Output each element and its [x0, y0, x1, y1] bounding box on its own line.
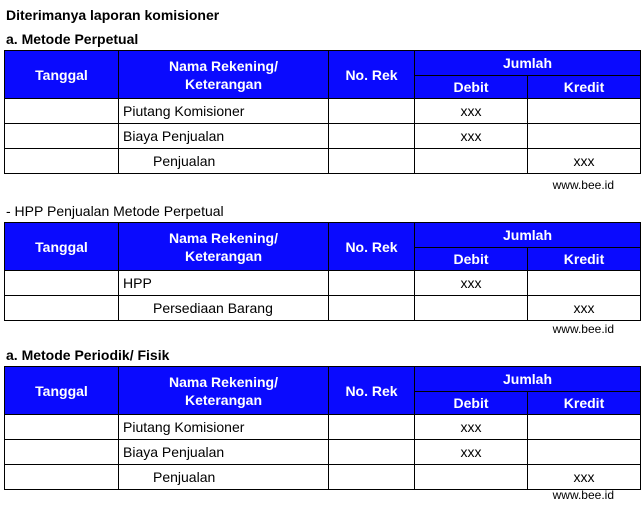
- cell-no-rek: [329, 271, 415, 296]
- cell-debit: xxx: [415, 124, 528, 149]
- table-row: [5, 271, 641, 296]
- cell-tanggal: [5, 465, 119, 490]
- header-tanggal: Tanggal: [5, 223, 119, 271]
- header-nama-rekening: [119, 51, 329, 99]
- header-kredit: Kredit: [528, 76, 641, 99]
- cell-tanggal: [5, 415, 119, 440]
- header-debit: Debit: [415, 248, 528, 271]
- cell-kredit: [528, 271, 641, 296]
- watermark-text: www.bee.id: [552, 178, 614, 192]
- cell-tanggal: [5, 124, 119, 149]
- cell-account: Piutang Komisioner: [119, 415, 329, 440]
- header-debit: Debit: [415, 392, 528, 415]
- header-nama-line2: Keterangan: [184, 247, 263, 264]
- header-jumlah: Jumlah: [415, 223, 641, 248]
- header-no-rek: No. Rek: [329, 223, 415, 271]
- header-kredit: Kredit: [528, 392, 641, 415]
- journal-table-hpp: [4, 222, 641, 321]
- header-nama-line1: Nama Rekening/: [169, 57, 278, 74]
- section-heading-hpp: - HPP Penjualan Metode Perpetual: [6, 203, 224, 219]
- page-title: Diterimanya laporan komisioner: [6, 7, 220, 23]
- header-tanggal: Tanggal: [5, 367, 119, 415]
- cell-no-rek: [329, 124, 415, 149]
- cell-debit: xxx: [415, 415, 528, 440]
- cell-tanggal: [5, 271, 119, 296]
- header-jumlah: Jumlah: [415, 367, 641, 392]
- header-nama-line2: Keterangan: [184, 391, 263, 408]
- cell-account: Persediaan Barang: [119, 296, 329, 321]
- cell-kredit: [528, 124, 641, 149]
- cell-account: Piutang Komisioner: [119, 99, 329, 124]
- cell-kredit: xxx: [528, 465, 641, 490]
- cell-no-rek: [329, 440, 415, 465]
- cell-account: HPP: [119, 271, 329, 296]
- cell-no-rek: [329, 465, 415, 490]
- cell-tanggal: [5, 440, 119, 465]
- cell-tanggal: [5, 296, 119, 321]
- cell-account: Penjualan: [119, 149, 329, 174]
- header-nama-line2: Keterangan: [184, 75, 263, 92]
- table-row: [5, 296, 641, 321]
- cell-kredit: [528, 99, 641, 124]
- table-row: [5, 149, 641, 174]
- cell-no-rek: [329, 296, 415, 321]
- table-row: [5, 465, 641, 490]
- cell-kredit: xxx: [528, 149, 641, 174]
- header-nama-line1: Nama Rekening/: [169, 373, 278, 390]
- header-nama-rekening: [119, 367, 329, 415]
- header-nama-line1: Nama Rekening/: [169, 229, 278, 246]
- cell-debit: [415, 465, 528, 490]
- cell-debit: xxx: [415, 99, 528, 124]
- cell-account: Penjualan: [119, 465, 329, 490]
- header-no-rek: No. Rek: [329, 367, 415, 415]
- cell-debit: [415, 149, 528, 174]
- cell-no-rek: [329, 415, 415, 440]
- section-heading-periodik: a. Metode Periodik/ Fisik: [6, 347, 170, 363]
- watermark-text: www.bee.id: [552, 488, 614, 502]
- table-row: [5, 99, 641, 124]
- watermark-text: www.bee.id: [552, 322, 614, 336]
- cell-debit: xxx: [415, 440, 528, 465]
- cell-tanggal: [5, 149, 119, 174]
- cell-account: Biaya Penjualan: [119, 124, 329, 149]
- cell-no-rek: [329, 149, 415, 174]
- header-debit: Debit: [415, 76, 528, 99]
- header-kredit: Kredit: [528, 248, 641, 271]
- journal-table-perpetual: [4, 50, 641, 174]
- header-jumlah: Jumlah: [415, 51, 641, 76]
- journal-table-periodik: [4, 366, 641, 490]
- header-no-rek: No. Rek: [329, 51, 415, 99]
- cell-no-rek: [329, 99, 415, 124]
- cell-kredit: [528, 440, 641, 465]
- table-row: [5, 415, 641, 440]
- table-row: [5, 440, 641, 465]
- cell-debit: xxx: [415, 271, 528, 296]
- cell-kredit: [528, 415, 641, 440]
- table-row: [5, 124, 641, 149]
- header-nama-rekening: [119, 223, 329, 271]
- cell-debit: [415, 296, 528, 321]
- section-heading-perpetual: a. Metode Perpetual: [6, 31, 139, 47]
- header-tanggal: Tanggal: [5, 51, 119, 99]
- cell-kredit: xxx: [528, 296, 641, 321]
- cell-account: Biaya Penjualan: [119, 440, 329, 465]
- cell-tanggal: [5, 99, 119, 124]
